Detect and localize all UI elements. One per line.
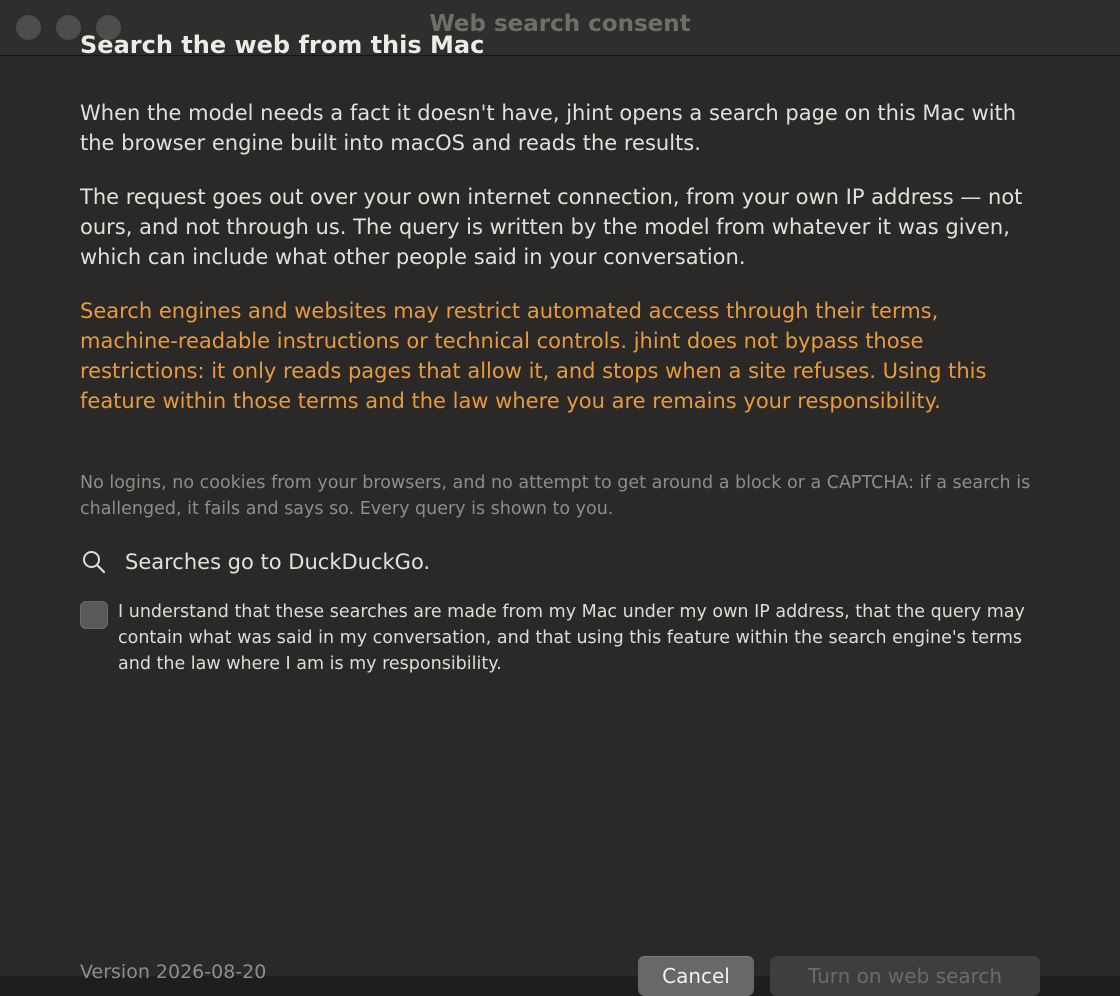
search-icon bbox=[80, 548, 108, 576]
terms-warning: Search engines and websites may restrict automated access through their terms, machine-readable instructions or technical controls. jhint does not bypass those restrictions: it only reads pages that allow it, and stops when a site refuses. Using this feature within those terms and the law where you are remains your responsibility. bbox=[80, 299, 987, 413]
window-title: Web search consent bbox=[429, 11, 691, 37]
search-engine-row bbox=[80, 546, 430, 578]
consent-content[interactable] bbox=[0, 31, 1120, 988]
version-label: Version 2026-08-20 bbox=[80, 961, 267, 983]
section-heading: Search the web from this Mac bbox=[80, 31, 485, 59]
search-engine-label: Searches go to DuckDuckGo. bbox=[125, 550, 431, 574]
fine-print: No logins, no cookies from your browsers, and no attempt to get around a block or a CAPTCHA: if a search is challenged, it fails and says so. Every query is shown to you. bbox=[80, 473, 1031, 519]
consent-checkbox[interactable] bbox=[80, 601, 108, 629]
intro-paragraph: When the model needs a fact it doesn't have, jhint opens a search page on this Mac with the browser engine built into macOS and reads the results. bbox=[80, 101, 1017, 155]
network-paragraph: The request goes out over your own internet connection, from your own IP address — not ours, and not through us. The query is written by the model from whatever it was given, which can include what other people said in your conversation. bbox=[80, 185, 1023, 269]
consent-label[interactable]: I understand that these searches are made from my Mac under my own IP address, that the query may contain what was said in my conversation, and that using this feature within the search engine's terms and the law where I am is my responsibility. bbox=[118, 602, 1025, 674]
turn-on-web-search-button[interactable]: Turn on web search bbox=[770, 956, 1040, 996]
cancel-button[interactable]: Cancel bbox=[638, 956, 754, 996]
